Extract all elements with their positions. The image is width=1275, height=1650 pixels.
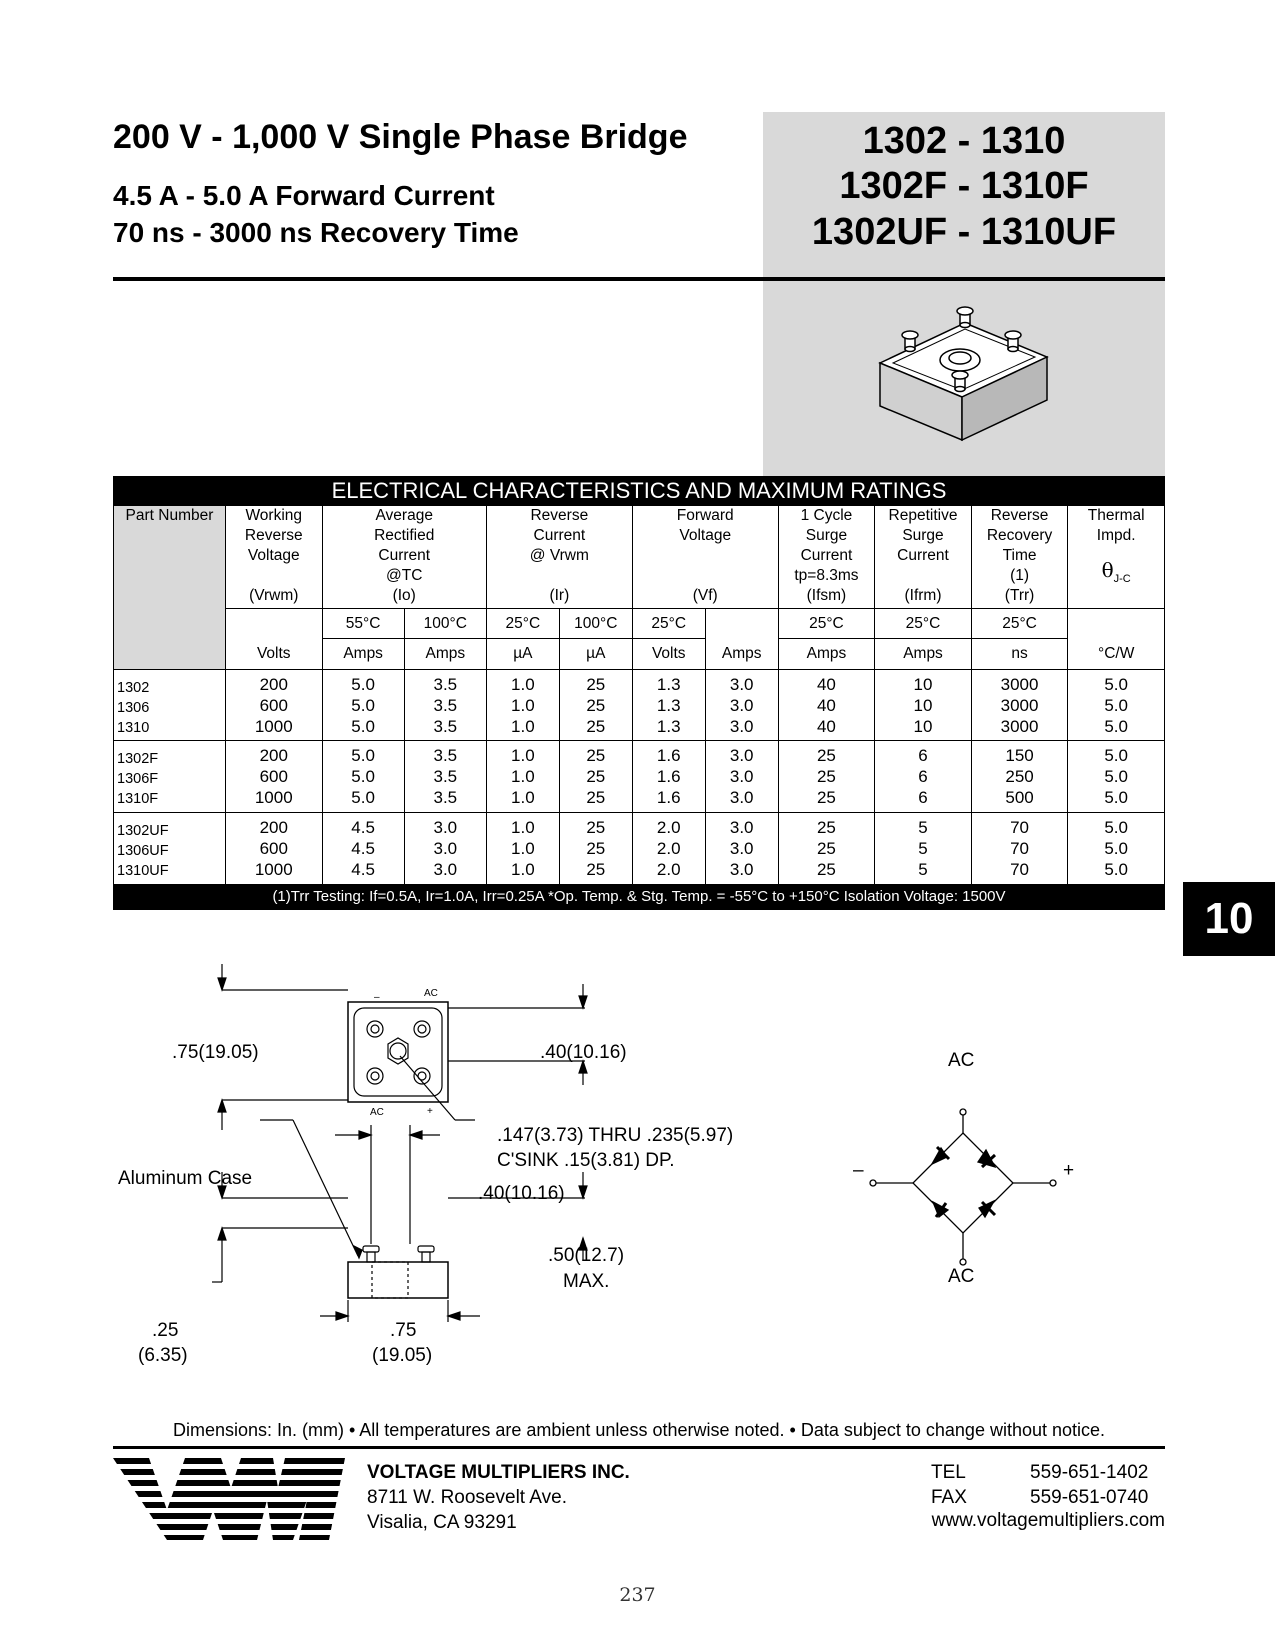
pin-label-plus: + (427, 1106, 433, 1117)
table-value: 2.0 (656, 860, 681, 879)
table-value: 5 (918, 818, 928, 837)
part-number-cell (114, 813, 226, 885)
value-cell (875, 741, 972, 813)
header-line: Rectified (374, 527, 435, 544)
table-row-group (114, 813, 1165, 885)
table-value: 3.0 (729, 860, 754, 879)
value-cell (404, 813, 486, 885)
value-cell (632, 670, 705, 741)
col-forward-voltage (632, 506, 778, 609)
table-value: 3.0 (433, 818, 458, 837)
table-value: 250 (1005, 767, 1034, 786)
header-line: (Trr) (1004, 587, 1035, 604)
section-tab: 10 (1183, 882, 1275, 956)
table-value: 70 (1010, 860, 1030, 879)
table-value: 3.5 (433, 675, 458, 694)
table-value: 3.5 (433, 767, 458, 786)
subtitle-current: 4.5 A - 5.0 A Forward Current (113, 180, 495, 211)
table-value: 25 (586, 675, 606, 694)
value-cell (559, 741, 632, 813)
table-value: 25 (586, 839, 606, 858)
table-value: 3.5 (433, 788, 458, 807)
part-number: 1306UF (117, 843, 169, 859)
table-value: 5.0 (1104, 675, 1128, 694)
value-cell (705, 670, 778, 741)
header-line: Reverse (244, 527, 303, 544)
table-value: 5.0 (1104, 717, 1128, 736)
value-cell (875, 670, 972, 741)
contact-labels (931, 1460, 967, 1510)
table-value: 40 (816, 675, 836, 694)
theta-subscript: J-C (1113, 573, 1131, 585)
pin-label-minus: – (374, 992, 380, 1003)
bridge-schematic (855, 1050, 1095, 1270)
company-name: VOLTAGE MULTIPLIERS INC. (367, 1462, 630, 1483)
table-value: 5.0 (1104, 818, 1128, 837)
header-line: 1 Cycle (800, 507, 853, 524)
part-number: 1310UF (117, 863, 169, 879)
unit-cell: Amps (875, 639, 972, 670)
package-illustration (875, 305, 1055, 445)
theta-glyph: θ (1101, 558, 1114, 582)
temp-cell: 25°C (778, 609, 875, 639)
table-value: 1.6 (656, 788, 681, 807)
header-line: Surge (805, 527, 848, 544)
table-value: 1.0 (511, 788, 535, 807)
table-value: 25 (586, 818, 606, 837)
table-value: 5.0 (351, 746, 375, 765)
table-value: 25 (816, 788, 836, 807)
part-number-cell (114, 670, 226, 741)
value-cell (1068, 741, 1165, 813)
col-average-current (322, 506, 486, 609)
temp-cell: 100°C (559, 609, 632, 639)
header-line: Reverse (990, 507, 1049, 524)
ratings-table (113, 476, 1165, 910)
table-value: 10 (913, 696, 933, 715)
unit-cell: Volts (632, 639, 705, 670)
value-cell (632, 813, 705, 885)
table-value: 3.0 (433, 860, 458, 879)
unit-cell: Volts (225, 609, 322, 670)
col-part-number (114, 506, 226, 670)
table-value: 5.0 (351, 767, 375, 786)
value-cell (971, 813, 1068, 885)
table-footnote: (1)Trr Testing: If=0.5A, Ir=1.0A, Irr=0.25A *Op. Temp. & Stg. Temp. = -55°C to +150°C Isolation Voltage: 1500V (114, 885, 1165, 910)
part-number: 1306 (117, 700, 150, 716)
value-cell (225, 741, 322, 813)
header-line: Surge (902, 527, 944, 544)
table-value: 1000 (254, 860, 293, 879)
header-line: (Vf) (692, 587, 718, 604)
page-number: 237 (619, 1584, 656, 1606)
table-value: 5.0 (1104, 839, 1128, 858)
value-cell (486, 813, 559, 885)
header-line: Reverse (530, 507, 589, 524)
table-value: 2.0 (656, 818, 681, 837)
temp-cell: 25°C (486, 609, 559, 639)
table-value: 25 (586, 746, 606, 765)
table-value: 1.6 (656, 767, 681, 786)
value-cell (778, 813, 875, 885)
part-number: 1310F (117, 791, 159, 807)
value-cell (404, 741, 486, 813)
header-line: (Io) (392, 587, 416, 604)
dim-pin-spacing: .40(10.16) (540, 1042, 627, 1063)
dim-base-thickness-mm: (6.35) (138, 1345, 188, 1366)
footer-rule (113, 1446, 1165, 1449)
table-value: 5.0 (1104, 696, 1128, 715)
part-number: 1306F (117, 771, 159, 787)
pin-label-ac-top: AC (424, 988, 438, 999)
part-number: 1310 (117, 720, 150, 736)
header-line: (Vrwm) (249, 587, 299, 604)
value-cell (632, 741, 705, 813)
header-line: Voltage (679, 527, 732, 544)
unit-cell: Amps (705, 609, 778, 670)
header-line: (Ifrm) (904, 587, 942, 604)
company-block (367, 1460, 630, 1535)
table-value: 10 (913, 717, 933, 736)
table-value: 25 (816, 746, 836, 765)
header-line: (1) (1010, 567, 1030, 584)
company-address-line2: Visalia, CA 93291 (367, 1512, 517, 1533)
table-value: 5.0 (351, 675, 375, 694)
table-value: 600 (259, 696, 288, 715)
table-value: 5.0 (1104, 767, 1128, 786)
value-cell (971, 741, 1068, 813)
value-cell (559, 813, 632, 885)
dim-side-width: .75 (390, 1320, 417, 1341)
table-value: 25 (816, 839, 836, 858)
table-value: 2.0 (656, 839, 681, 858)
table-value: 1.0 (511, 860, 535, 879)
header-line: Repetitive (888, 507, 958, 524)
footer-note: Dimensions: In. (mm) • All temperatures are ambient unless otherwise noted. • Data subject to change without notice. (172, 1420, 1106, 1440)
schematic-plus: + (1063, 1160, 1075, 1181)
table-value: 6 (918, 788, 928, 807)
table-value: 1.0 (511, 818, 535, 837)
unit-cell: Amps (778, 639, 875, 670)
table-value: 3.0 (729, 675, 754, 694)
part-range-ultrafast: 1302UF - 1310UF (811, 211, 1117, 253)
value-cell (1068, 813, 1165, 885)
header-line: Thermal (1087, 507, 1145, 524)
part-number: 1302UF (117, 823, 169, 839)
table-row-group (114, 670, 1165, 741)
table-row-group (114, 741, 1165, 813)
table-value: 25 (586, 860, 606, 879)
table-value: 3.5 (433, 717, 458, 736)
part-range-fast: 1302F - 1310F (839, 165, 1089, 207)
temp-cell: 100°C (404, 609, 486, 639)
tel-number: 559-651-1402 (1030, 1462, 1149, 1483)
col-part-number-label: Part Number (125, 507, 214, 524)
table-value: 200 (259, 746, 288, 765)
dim-side-pin-spacing: .40(10.16) (478, 1183, 565, 1204)
label-aluminum-case: Aluminum Case (118, 1168, 253, 1189)
table-value: 10 (913, 675, 933, 694)
header-line: Current (800, 547, 853, 564)
part-number: 1302 (117, 680, 150, 696)
table-value: 40 (816, 696, 836, 715)
table-value: 1.3 (656, 675, 681, 694)
table-value: 200 (259, 818, 288, 837)
table-value: 5.0 (351, 696, 375, 715)
tel-label: TEL (931, 1462, 966, 1483)
table-value: 3000 (1000, 675, 1039, 694)
table-value: 1.0 (511, 746, 535, 765)
pin-label-ac-bottom: AC (370, 1107, 384, 1118)
value-cell (1068, 670, 1165, 741)
header-line: Working (245, 507, 303, 524)
company-address-line1: 8711 W. Roosevelt Ave. (367, 1487, 567, 1508)
header-line: @ Vrwm (529, 547, 589, 564)
value-cell (559, 670, 632, 741)
col-recovery-time (971, 506, 1068, 609)
table-value: 4.5 (351, 839, 375, 858)
vmi-logo (113, 1458, 345, 1540)
value-cell (705, 813, 778, 885)
table-value: 1.0 (511, 839, 535, 858)
table-value: 1.3 (656, 696, 681, 715)
temp-cell: 25°C (632, 609, 705, 639)
col-repetitive-surge (875, 506, 972, 609)
table-value: 3.0 (729, 788, 754, 807)
table-value: 3.0 (729, 839, 754, 858)
schematic-ac-bottom: AC (948, 1266, 975, 1287)
page-title: 200 V - 1,000 V Single Phase Bridge (113, 118, 688, 156)
header-line: Current (533, 527, 586, 544)
table-value: 3.0 (729, 696, 754, 715)
table-value: 4.5 (351, 860, 375, 879)
fax-number: 559-651-0740 (1030, 1487, 1149, 1508)
table-value: 200 (259, 675, 288, 694)
value-cell (404, 670, 486, 741)
subtitle-recovery: 70 ns - 3000 ns Recovery Time (113, 217, 519, 248)
col-reverse-current (486, 506, 632, 609)
header-line: @TC (386, 567, 423, 584)
unit-cell: Amps (404, 639, 486, 670)
header-line: Current (897, 547, 949, 564)
header-line: Impd. (1096, 527, 1136, 544)
table-value: 5.0 (1104, 746, 1128, 765)
theta-symbol (1068, 560, 1164, 589)
unit-cell: °C/W (1068, 609, 1165, 670)
value-cell (486, 741, 559, 813)
unit-cell: µA (486, 639, 559, 670)
table-value: 1000 (254, 788, 293, 807)
value-cell (971, 670, 1068, 741)
header-line: Voltage (247, 547, 300, 564)
table-value: 1.0 (511, 767, 535, 786)
header-line: Current (378, 547, 431, 564)
table-value: 5 (918, 839, 928, 858)
table-value: 3.5 (433, 696, 458, 715)
table-value: 500 (1005, 788, 1034, 807)
table-banner: ELECTRICAL CHARACTERISTICS AND MAXIMUM RATINGS (114, 477, 1165, 506)
table-value: 25 (586, 788, 606, 807)
table-value: 5.0 (1104, 788, 1128, 807)
schematic-minus: – (853, 1160, 864, 1181)
value-cell (486, 670, 559, 741)
header-line: Time (1002, 547, 1037, 564)
value-cell (322, 813, 404, 885)
dim-base-thickness: .25 (152, 1320, 179, 1341)
table-value: 70 (1010, 839, 1030, 858)
value-cell (225, 813, 322, 885)
header-line: tp=8.3ms (794, 567, 859, 584)
table-value: 6 (918, 746, 928, 765)
table-value: 3.0 (729, 746, 754, 765)
table-value: 3.0 (729, 767, 754, 786)
fax-label: FAX (931, 1487, 967, 1508)
table-value: 25 (586, 696, 606, 715)
contact-values (1030, 1460, 1148, 1510)
header-rule (113, 277, 1165, 281)
table-value: 1.0 (511, 696, 535, 715)
table-value: 1.6 (656, 746, 681, 765)
table-value: 25 (586, 717, 606, 736)
part-range-standard: 1302 - 1310 (862, 120, 1066, 162)
table-value: 1.3 (656, 717, 681, 736)
dim-hole: .147(3.73) THRU .235(5.97) (497, 1125, 734, 1146)
table-value: 3.5 (433, 746, 458, 765)
temp-cell: 25°C (875, 609, 972, 639)
unit-cell: Amps (322, 639, 404, 670)
col-working-voltage (225, 506, 322, 609)
dim-csink: C'SINK .15(3.81) DP. (497, 1150, 675, 1171)
table-value: 150 (1005, 746, 1034, 765)
table-value: 1.0 (511, 675, 535, 694)
table-value: 3.0 (729, 818, 754, 837)
table-value: 25 (586, 767, 606, 786)
value-cell (322, 741, 404, 813)
header-line: Average (375, 507, 433, 524)
table-value: 4.5 (351, 818, 375, 837)
table-value: 1000 (254, 717, 293, 736)
table-value: 3000 (1000, 717, 1039, 736)
value-cell (778, 741, 875, 813)
dim-height: .50(12.7) (548, 1245, 625, 1266)
temperature-row (114, 609, 1165, 639)
table-value: 600 (259, 839, 288, 858)
value-cell (225, 670, 322, 741)
header-line: (Ifsm) (806, 587, 847, 604)
table-value: 25 (816, 860, 836, 879)
table-value: 25 (816, 818, 836, 837)
unit-cell: ns (971, 639, 1068, 670)
value-cell (322, 670, 404, 741)
table-value: 5.0 (351, 788, 375, 807)
dim-max: MAX. (563, 1271, 610, 1292)
header-line: (Ir) (549, 587, 570, 604)
part-number-cell (114, 741, 226, 813)
value-cell (875, 813, 972, 885)
header-line: Forward (676, 507, 734, 524)
table-value: 3.0 (729, 717, 754, 736)
table-value: 5.0 (1104, 860, 1128, 879)
table-value: 5.0 (351, 717, 375, 736)
table-value: 25 (816, 767, 836, 786)
col-thermal-impedance (1068, 506, 1165, 609)
header-line: Recovery (986, 527, 1053, 544)
table-value: 6 (918, 767, 928, 786)
dim-width: .75(19.05) (172, 1042, 259, 1063)
temp-cell: 55°C (322, 609, 404, 639)
table-value: 1.0 (511, 717, 535, 736)
unit-cell: µA (559, 639, 632, 670)
schematic-ac-top: AC (948, 1050, 975, 1071)
website-link[interactable]: www.voltagemultipliers.com (931, 1510, 1165, 1531)
table-value: 5 (918, 860, 928, 879)
table-value: 70 (1010, 818, 1030, 837)
part-number: 1302F (117, 751, 159, 767)
temp-cell: 25°C (971, 609, 1068, 639)
value-cell (778, 670, 875, 741)
value-cell (705, 741, 778, 813)
table-value: 40 (816, 717, 836, 736)
table-value: 600 (259, 767, 288, 786)
table-value: 3.0 (433, 839, 458, 858)
col-surge-current (778, 506, 875, 609)
dim-side-width-mm: (19.05) (372, 1345, 433, 1366)
table-value: 3000 (1000, 696, 1039, 715)
